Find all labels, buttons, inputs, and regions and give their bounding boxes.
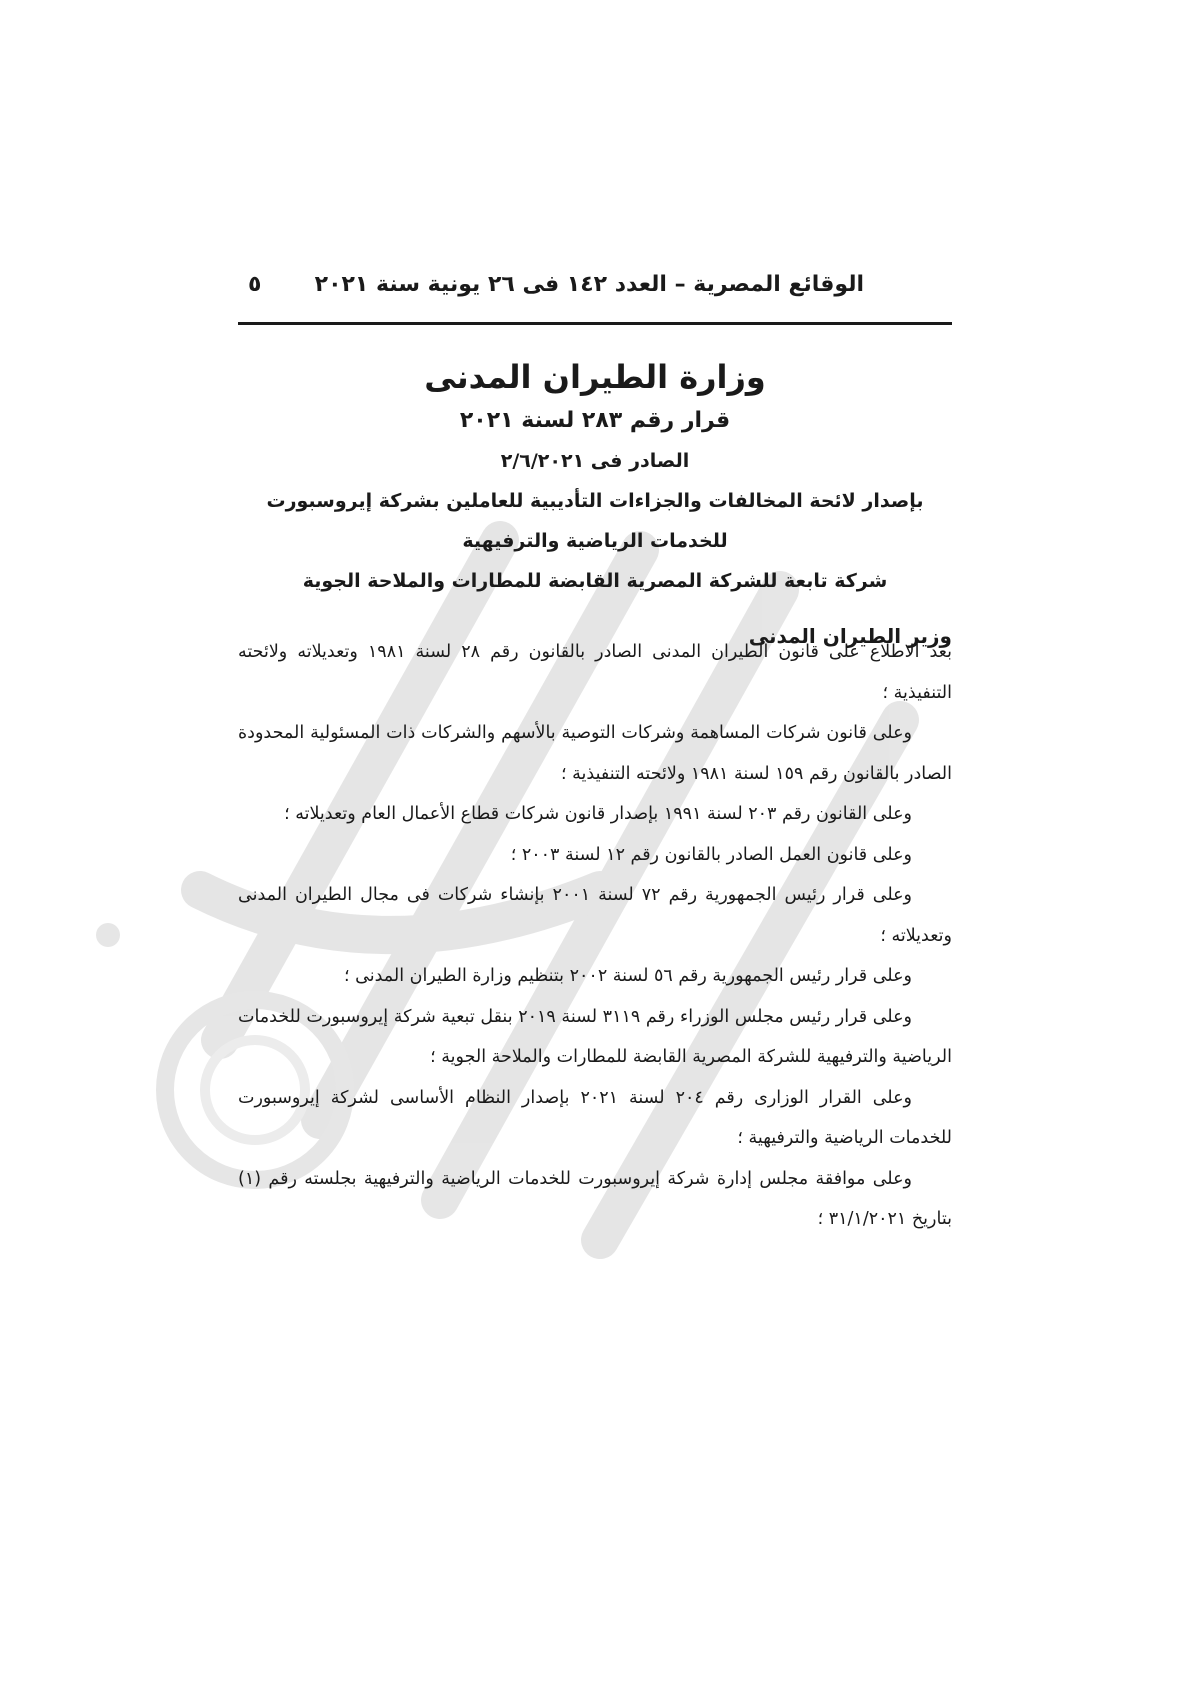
page-number: ٥ [248, 272, 262, 297]
preamble-paragraph: وعلى موافقة مجلس إدارة شركة إيروسبورت للخدمات الرياضية والترفيهية بجلسته رقم (١) بتاريخ ٣١/١/٢٠٢١ ؛ [238, 1168, 952, 1229]
preamble-paragraph: وعلى قرار رئيس الجمهورية رقم ٧٢ لسنة ٢٠٠١ بإنشاء شركات فى مجال الطيران المدنى وتعديلاته ؛ [238, 885, 952, 946]
preamble-paragraph: وعلى قرار رئيس الجمهورية رقم ٥٦ لسنة ٢٠٠٢ بتنظيم وزارة الطيران المدنى ؛ [343, 966, 912, 986]
preamble-paragraph: وعلى القرار الوزارى رقم ٢٠٤ لسنة ٢٠٢١ بإصدار النظام الأساسى لشركة إيروسبورت للخدمات الرياضية والترفيهية ؛ [238, 1087, 952, 1148]
ministry-title: وزارة الطيران المدنى [424, 358, 766, 396]
decree-number: قرار رقم ٢٨٣ لسنة ٢٠٢١ [459, 408, 731, 433]
preamble-paragraph: وعلى قانون العمل الصادر بالقانون رقم ١٢ لسنة ٢٠٠٣ ؛ [510, 844, 912, 865]
decree-preamble [238, 632, 952, 1240]
preamble-paragraph: وعلى قانون شركات المساهمة وشركات التوصية بالأسهم والشركات ذات المسئولية المحدودة الصادر بالقانون رقم ١٥٩ لسنة ١٩٨١ ولائحته التنفيذية ؛ [238, 723, 952, 784]
minister-heading: وزير الطيران المدنى [748, 624, 952, 648]
decree-subject-line-3: شركة تابعة للشركة المصرية القابضة للمطارات والملاحة الجوية [302, 570, 888, 592]
preamble-paragraph: بعد الاطلاع على قانون الطيران المدنى الصادر بالقانون رقم ٢٨ لسنة ١٩٨١ وتعديلاته ولائحته التنفيذية ؛ [238, 642, 952, 703]
gazette-issue-line: الوقائع المصرية – العدد ١٤٢ فى ٢٦ يونية سنة ٢٠٢١ [314, 272, 864, 297]
gazette-header [238, 272, 952, 316]
decree-title-block [238, 355, 952, 601]
decree-subject-line-2: للخدمات الرياضية والترفيهية [462, 530, 728, 552]
header-divider [238, 322, 952, 325]
preamble-paragraph: وعلى قرار رئيس مجلس الوزراء رقم ٣١١٩ لسنة ٢٠١٩ بنقل تبعية شركة إيروسبورت للخدمات الرياضية والترفيهية للشركة المصرية القابضة للمطارات والملاحة الجوية ؛ [238, 1006, 952, 1067]
decree-subject-line-1: بإصدار لائحة المخالفات والجزاءات التأديبية للعاملين بشركة إيروسبورت [266, 490, 924, 512]
preamble-paragraph: وعلى القانون رقم ٢٠٣ لسنة ١٩٩١ بإصدار قانون شركات قطاع الأعمال العام وتعديلاته ؛ [284, 804, 912, 824]
issue-date: الصادر فى ٢/٦/٢٠٢١ [500, 450, 690, 472]
